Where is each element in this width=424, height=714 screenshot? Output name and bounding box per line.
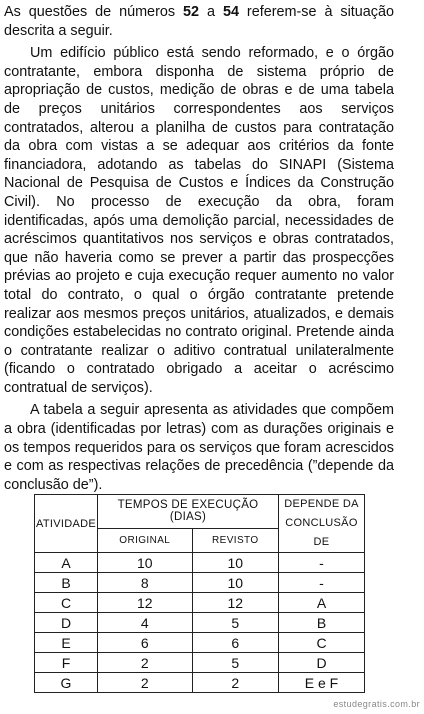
cell-activity: D bbox=[35, 613, 98, 633]
activities-table bbox=[34, 494, 365, 693]
cell-activity: B bbox=[35, 573, 98, 593]
cell-activity: C bbox=[35, 593, 98, 613]
table-row bbox=[35, 673, 365, 693]
table-header-row bbox=[35, 495, 365, 529]
cell-depends: E e F bbox=[279, 673, 365, 693]
cell-revised: 2 bbox=[192, 673, 278, 693]
cell-original: 6 bbox=[98, 633, 193, 653]
intro-part3: referem-se à situação descrita a seguir. bbox=[4, 4, 395, 39]
cell-revised: 6 bbox=[192, 633, 278, 653]
cell-activity: F bbox=[35, 653, 98, 673]
site-watermark: estudegratis.com.br bbox=[333, 699, 420, 709]
header-execution-times: TEMPOS DE EXECUÇÃO (DIAS) bbox=[98, 495, 279, 529]
cell-activity: E bbox=[35, 633, 98, 653]
header-depends-line2: CONCLUSÃO DE bbox=[285, 517, 358, 548]
header-depends-on bbox=[279, 495, 365, 553]
cell-original: 2 bbox=[98, 673, 193, 693]
intro-line bbox=[4, 3, 394, 40]
cell-original: 8 bbox=[98, 573, 193, 593]
table-intro-paragraph: A tabela a seguir apresenta as atividades que compõem a obra (identificadas por letras) com as durações originais e os tempos requeridos para os serviços que foram acrescidos e com as respectivas relações de precedência (”depende da conclusão de”). bbox=[4, 402, 394, 493]
cell-revised: 10 bbox=[192, 553, 278, 573]
intro-part1: As questões de números bbox=[4, 4, 184, 20]
table-row bbox=[35, 613, 365, 633]
table-row bbox=[35, 653, 365, 673]
cell-revised: 5 bbox=[192, 653, 278, 673]
cell-revised: 10 bbox=[192, 573, 278, 593]
cell-depends: A bbox=[279, 593, 365, 613]
situation-paragraph: Um edifício público está sendo reformado, e o órgão contratante, embora disponha de sistema próprio de apropriação de custos, medição de obras e de uma tabela de preços unitários correspondentes aos serviços contratados, alterou a planilha de custos para contratação da obra com vistas a se adequar aos critérios da fonte financiadora, adotando as tabelas do SINAPI (Sistema Nacional de Pesquisa de Custos e Índices da Construção Civil). No processo de execução da obra, foram identificadas, após uma demolição parcial, necessidades de acréscimos quantitativos nos serviços e obras contratados, que não haveria como se prever a partir das prospecções prévias ao projeto e cuja execução requer aumento no valor total do contrato, o qual o órgão contratante pretende realizar aos mesmos preços unitários, atualizados, e demais condições estabelecidas no contrato original. Pretende ainda o contratante realizar o aditivo contratual unilateralmente (ficando o contratado obrigado a aceitar o acréscimo contratual de serviços). bbox=[4, 45, 394, 396]
cell-revised: 12 bbox=[192, 593, 278, 613]
table-row bbox=[35, 633, 365, 653]
table-row bbox=[35, 553, 365, 573]
header-activity: ATIVIDADE bbox=[35, 495, 98, 553]
cell-activity: A bbox=[35, 553, 98, 573]
cell-revised: 5 bbox=[192, 613, 278, 633]
cell-depends: - bbox=[279, 553, 365, 573]
cell-original: 10 bbox=[98, 553, 193, 573]
question-number-start: 52 bbox=[183, 4, 200, 20]
cell-activity: G bbox=[35, 673, 98, 693]
intro-part2: a bbox=[199, 4, 223, 20]
header-depends-line1: DEPENDE DA bbox=[284, 498, 359, 510]
cell-original: 4 bbox=[98, 613, 193, 633]
table-row bbox=[35, 573, 365, 593]
header-original: ORIGINAL bbox=[98, 528, 193, 552]
cell-depends: B bbox=[279, 613, 365, 633]
question-text bbox=[4, 3, 394, 494]
cell-depends: C bbox=[279, 633, 365, 653]
cell-original: 2 bbox=[98, 653, 193, 673]
header-revised: REVISTO bbox=[192, 528, 278, 552]
table-row bbox=[35, 593, 365, 613]
question-number-end: 54 bbox=[222, 4, 239, 20]
cell-original: 12 bbox=[98, 593, 193, 613]
cell-depends: - bbox=[279, 573, 365, 593]
cell-depends: D bbox=[279, 653, 365, 673]
